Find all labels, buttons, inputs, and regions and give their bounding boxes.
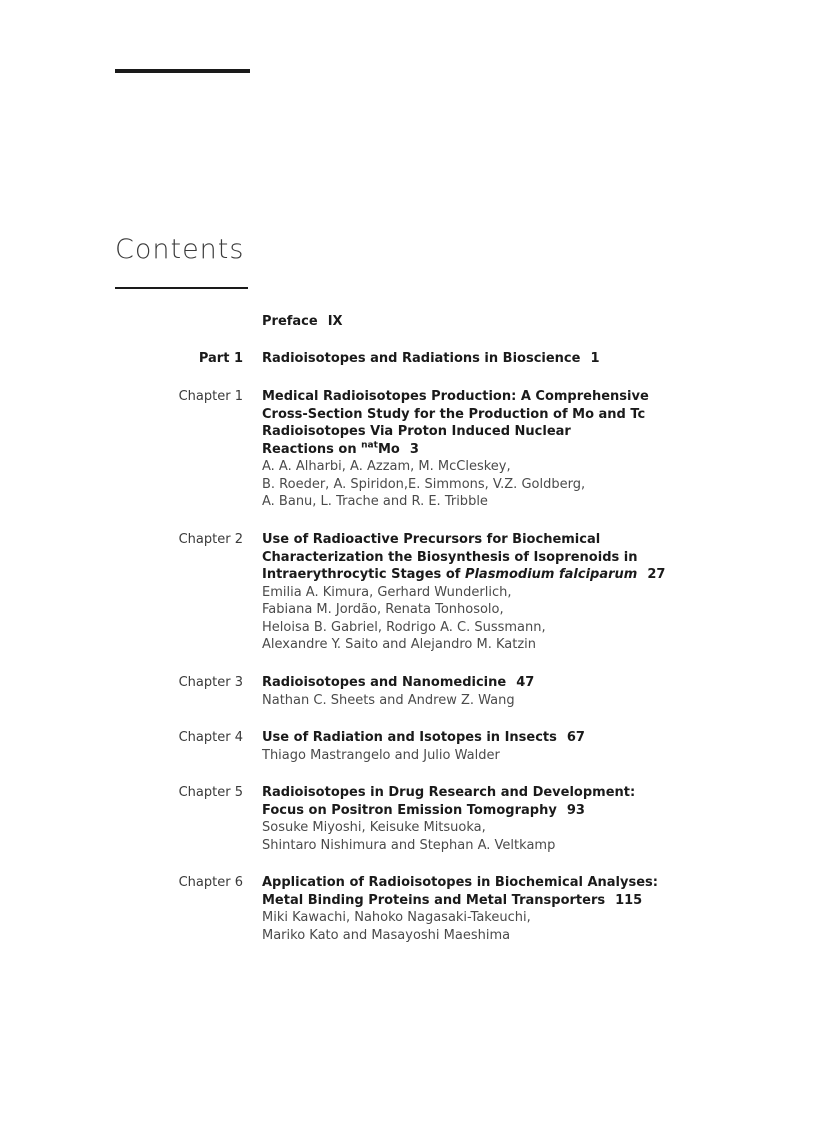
chapter-title-line: Radioisotopes and Nanomedicine <box>262 675 507 690</box>
chapter-title-line: Radioisotopes Via Proton Induced Nuclear <box>262 424 571 439</box>
chapter-title-line: Application of Radioisotopes in Biochemical Analyses: <box>262 875 658 890</box>
chapter-title-line: Medical Radioisotopes Production: A Comprehensive <box>262 389 649 404</box>
chapter-label: Chapter 1 <box>178 389 243 404</box>
chapter-page: 67 <box>566 730 585 745</box>
author-line: Emilia A. Kimura, Gerhard Wunderlich, <box>262 584 512 600</box>
chapter-title-line: Focus on Positron Emission Tomography <box>262 802 557 818</box>
author-line: Mariko Kato and Masayoshi Maeshima <box>262 927 511 943</box>
author-line: Alexandre Y. Saito and Alejandro M. Katzin <box>262 637 537 652</box>
chapter-label: Chapter 5 <box>178 785 243 800</box>
chapter-title-line: Metal Binding Proteins and Metal Transporters <box>262 892 606 908</box>
chapter-title-line: Cross-Section Study for the Production of Mo and Tc <box>262 406 646 422</box>
author-line: Nathan C. Sheets and Andrew Z. Wang <box>262 692 515 708</box>
part-title: Radioisotopes and Radiations in Bioscience <box>262 351 581 366</box>
chapter-title-line: Use of Radioactive Precursors for Biochemical <box>262 532 601 547</box>
chapter-title-line: Intraerythrocytic Stages of Plasmodium falciparum 27 <box>262 567 666 582</box>
chapter-title-line: Radioisotopes in Drug Research and Development: <box>262 785 636 800</box>
top-rule <box>115 69 250 73</box>
chapter-title-line: Characterization the Biosynthesis of Isoprenoids in <box>262 549 638 565</box>
title-rule <box>115 287 248 289</box>
chapter-label: Chapter 6 <box>178 875 243 890</box>
author-line: A. Banu, L. Trache and R. E. Tribble <box>262 494 488 509</box>
chapter-page: 27 <box>647 567 666 582</box>
author-line: A. A. Alharbi, A. Azzam, M. McCleskey, <box>262 459 511 474</box>
preface-title: Preface <box>262 314 318 329</box>
superscript-nat: nat <box>361 440 378 451</box>
part-label: Part 1 <box>198 351 243 366</box>
preface-page: IX <box>327 314 343 329</box>
author-line: Shintaro Nishimura and Stephan A. Veltkamp <box>262 837 556 853</box>
author-line: Miki Kawachi, Nahoko Nagasaki-Takeuchi, <box>262 910 531 925</box>
page-title: Contents <box>115 234 245 265</box>
chapter-title-line: Use of Radiation and Isotopes in Insects <box>262 730 557 745</box>
author-line: B. Roeder, A. Spiridon,E. Simmons, V.Z. Goldberg, <box>262 476 586 492</box>
author-line: Sosuke Miyoshi, Keisuke Mitsuoka, <box>262 820 486 835</box>
chapter-title-line: Reactions on $^{nat}$Mo 3 <box>262 440 419 457</box>
chapter-label: Chapter 3 <box>178 675 243 690</box>
chapter-page: 3 <box>409 441 419 457</box>
chapter-page: 47 <box>516 675 535 690</box>
chapter-page: 115 <box>615 892 643 908</box>
part-page: 1 <box>590 351 600 366</box>
chapter-label: Chapter 2 <box>178 532 243 547</box>
author-line: Fabiana M. Jordão, Renata Tonhosolo, <box>262 602 504 617</box>
chapter-label: Chapter 4 <box>178 730 243 745</box>
species-name: Plasmodium falciparum <box>464 567 638 582</box>
chapter-page: 93 <box>566 802 585 818</box>
author-line: Heloisa B. Gabriel, Rodrigo A. C. Sussmann, <box>262 619 546 635</box>
author-line: Thiago Mastrangelo and Julio Walder <box>262 747 500 763</box>
